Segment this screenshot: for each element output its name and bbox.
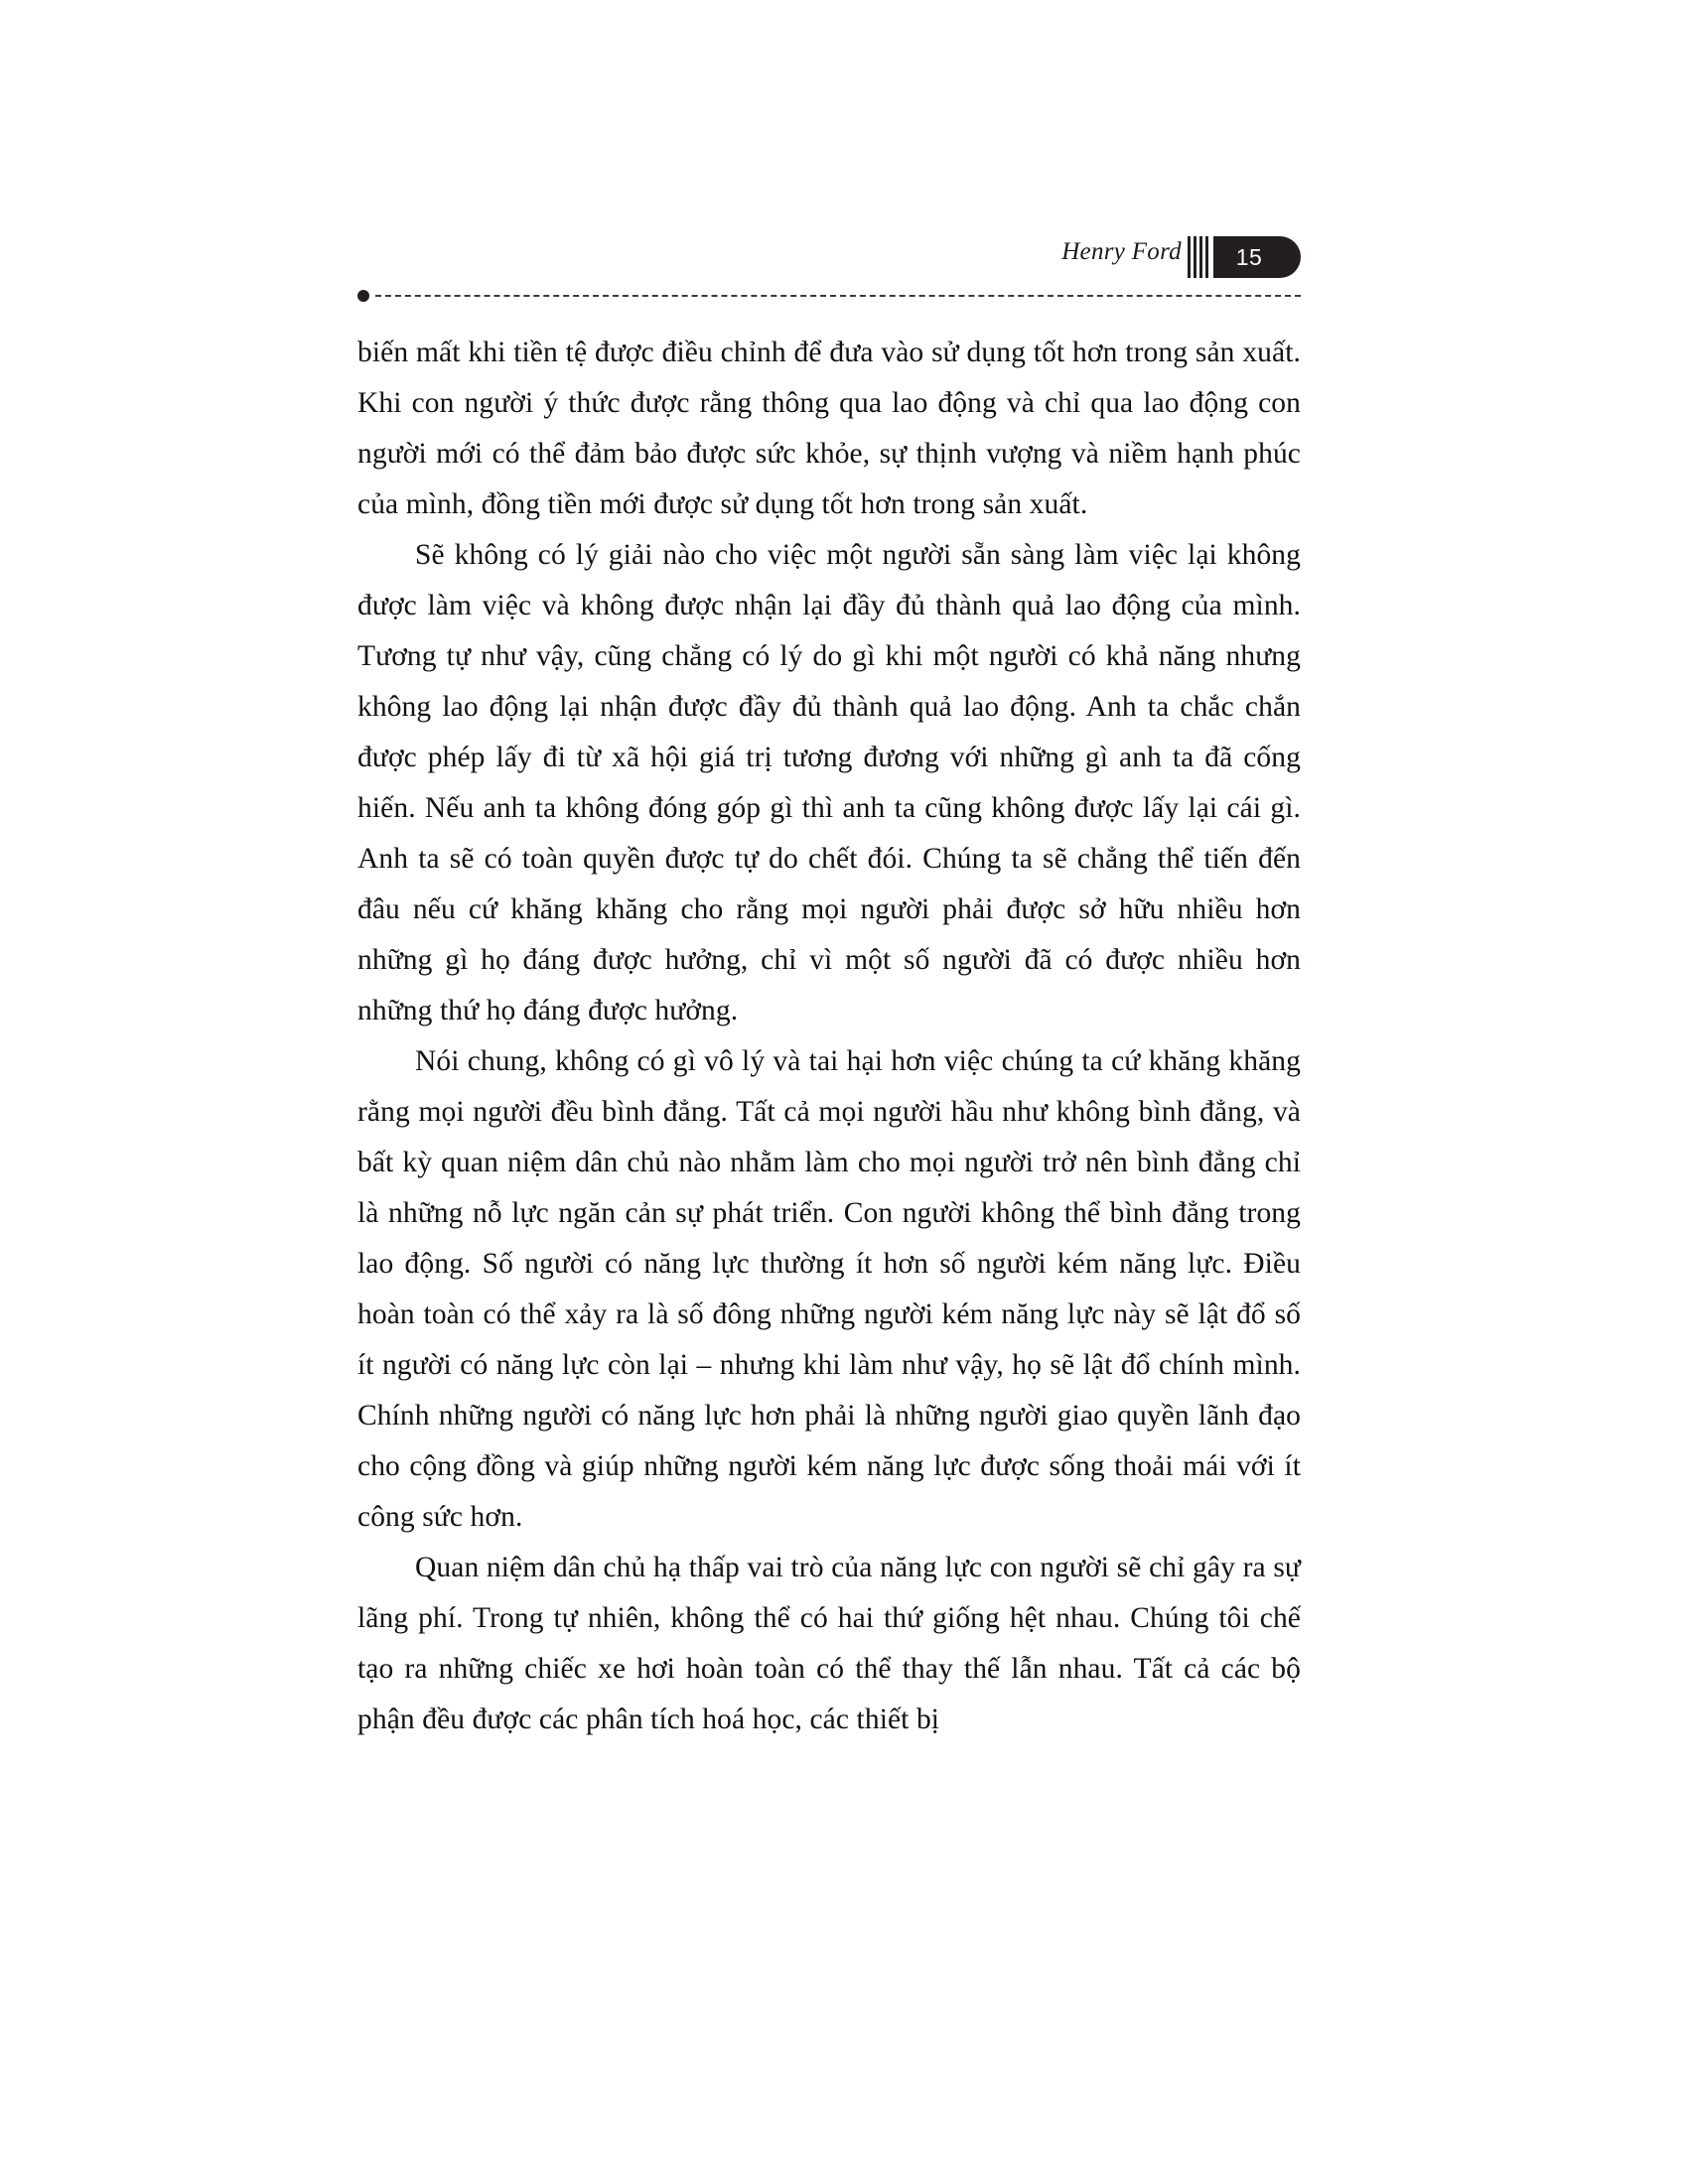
- paragraph: Quan niệm dân chủ hạ thấp vai trò của năng lực con người sẽ chỉ gây ra sự lãng phí. Trong tự nhiên, không thể có hai thứ giống hệt nhau. Chúng tôi chế tạo ra những chiếc xe hơi hoàn toàn có thể thay thế lẫn nhau. Tất cả các bộ phận đều được các phân tích hoá học, các thiết bị: [357, 1552, 1301, 1735]
- page-number-tab: [1213, 236, 1301, 278]
- divider-dot-icon: [357, 290, 369, 302]
- header-divider: [357, 290, 1301, 302]
- book-title: Henry Ford: [1061, 238, 1182, 265]
- page-number: 15: [1235, 244, 1263, 270]
- running-header: [357, 238, 1301, 298]
- paragraph: biến mất khi tiền tệ được điều chỉnh để đưa vào sử dụng tốt hơn trong sản xuất. Khi con người ý thức được rằng thông qua lao động và chỉ qua lao động con người mới có thể đảm bảo được sức khỏe, sự thịnh vượng và niềm hạnh phúc của mình, đồng tiền mới được sử dụng tốt hơn trong sản xuất.: [357, 337, 1301, 520]
- divider-dashed-line: [375, 295, 1301, 297]
- paragraph: Sẽ không có lý giải nào cho việc một người sẵn sàng làm việc lại không được làm việc và không được nhận lại đầy đủ thành quả lao động của mình. Tương tự như vậy, cũng chẳng có lý do gì khi một người có khả năng nhưng không lao động lại nhận được đầy đủ thành quả lao động. Anh ta chắc chắn được phép lấy đi từ xã hội giá trị tương đương với những gì anh ta đã cống hiến. Nếu anh ta không đóng góp gì thì anh ta cũng không được lấy lại cái gì. Anh ta sẽ có toàn quyền được tự do chết đói. Chúng ta sẽ chẳng thể tiến đến đâu nếu cứ khăng khăng cho rằng mọi người phải được sở hữu nhiều hơn những gì họ đáng được hưởng, chỉ vì một số người đã có được nhiều hơn những thứ họ đáng được hưởng.: [357, 539, 1301, 1026]
- body-text: [357, 328, 1301, 1745]
- decorative-bars-icon: [1188, 236, 1209, 278]
- paragraph: Nói chung, không có gì vô lý và tai hại hơn việc chúng ta cứ khăng khăng rằng mọi người đều bình đẳng. Tất cả mọi người hầu như không bình đẳng, và bất kỳ quan niệm dân chủ nào nhằm làm cho mọi người trở nên bình đẳng chỉ là những nỗ lực ngăn cản sự phát triển. Con người không thể bình đẳng trong lao động. Số người có năng lực thường ít hơn số người kém năng lực. Điều hoàn toàn có thể xảy ra là số đông những người kém năng lực này sẽ lật đổ số ít người có năng lực còn lại – nhưng khi làm như vậy, họ sẽ lật đổ chính mình. Chính những người có năng lực hơn phải là những người giao quyền lãnh đạo cho cộng đồng và giúp những người kém năng lực được sống thoải mái với ít công sức hơn.: [357, 1045, 1301, 1533]
